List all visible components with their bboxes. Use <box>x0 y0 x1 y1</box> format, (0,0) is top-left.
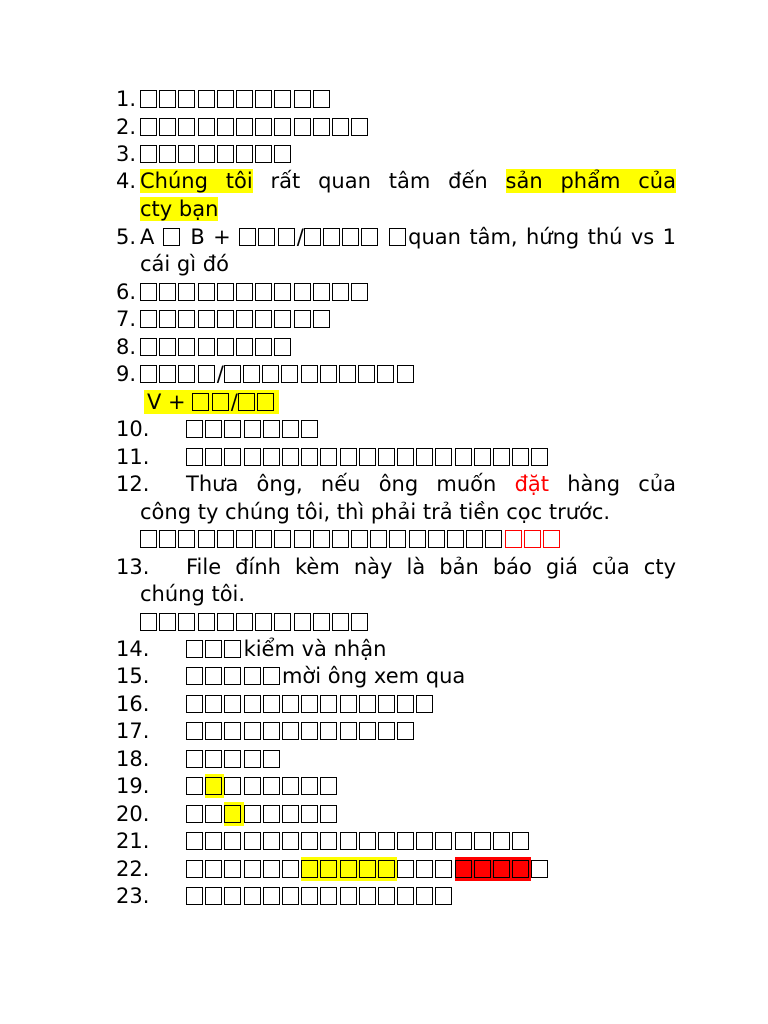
item-number: 14. <box>116 637 150 661</box>
item-number: 18. <box>116 747 150 771</box>
item-text <box>140 279 370 306</box>
cjk-text <box>140 335 294 359</box>
item-number: 16. <box>116 692 150 716</box>
grammar-pattern <box>144 389 279 416</box>
cjk-text <box>186 857 301 881</box>
red-cjk-text <box>505 527 563 551</box>
cjk-text <box>140 87 332 111</box>
translation-line <box>140 526 562 553</box>
item-text <box>186 828 531 855</box>
list-item <box>116 168 676 195</box>
item-text <box>140 224 676 251</box>
highlighted-text: sản phẩm của <box>505 169 676 193</box>
item-text-part: hàng của <box>549 472 676 496</box>
cjk-text <box>140 115 370 139</box>
item-text <box>140 114 370 141</box>
cjk-text <box>186 802 224 826</box>
item-text <box>186 471 676 498</box>
mixed-text: V + / <box>147 390 276 414</box>
red-text: đặt <box>514 472 549 496</box>
item-number: 11. <box>116 445 150 469</box>
cjk-text <box>186 774 205 798</box>
cjk-text <box>140 280 370 304</box>
highlighted-text: Chúng tôi <box>140 169 253 193</box>
item-text <box>186 691 435 718</box>
item-text-part: Thưa ông, nếu ông muốn <box>186 472 515 496</box>
item-number: 22. <box>116 857 150 881</box>
item-number: 20. <box>116 802 150 826</box>
highlighted-cjk-text <box>224 802 243 826</box>
item-number: 13. <box>116 555 150 579</box>
cjk-text <box>186 445 551 469</box>
item-number: 19. <box>116 774 150 798</box>
list-item-continuation <box>140 196 218 223</box>
highlighted-cjk-text <box>205 774 224 798</box>
list-item <box>116 471 676 498</box>
item-number: 1. <box>116 87 137 111</box>
item-text <box>186 746 282 773</box>
mixed-text: mời ông xem qua <box>186 664 465 688</box>
list-item <box>116 554 676 581</box>
cjk-text <box>140 142 294 166</box>
item-text <box>186 663 465 690</box>
item-number: 6. <box>116 280 137 304</box>
item-number: 23. <box>116 884 150 908</box>
item-text <box>140 334 294 361</box>
mixed-text: A B + / quan tâm, hứng thú vs 1 <box>140 225 676 249</box>
item-text <box>186 883 455 910</box>
mixed-text: kiểm và nhận <box>186 637 386 661</box>
item-number: 3. <box>116 142 137 166</box>
item-text <box>140 306 332 333</box>
cjk-text <box>140 610 370 634</box>
list-item <box>116 224 676 251</box>
item-text <box>186 416 320 443</box>
item-text <box>186 636 386 663</box>
item-number: 17. <box>116 719 150 743</box>
cjk-text <box>186 747 282 771</box>
highlighted-text <box>144 390 279 414</box>
item-text <box>186 444 551 471</box>
list-item-continuation: chúng tôi. <box>140 582 246 606</box>
cjk-text <box>531 857 550 881</box>
item-text <box>186 718 416 745</box>
item-number: 8. <box>116 335 137 359</box>
item-number: 10. <box>116 417 150 441</box>
red-highlighted-cjk-text <box>455 857 532 881</box>
item-text <box>186 773 340 800</box>
item-text <box>140 168 676 195</box>
cjk-text <box>186 829 531 853</box>
item-number: 15. <box>116 664 150 688</box>
item-text-part: rất quan tâm đến <box>252 169 506 193</box>
item-number: 5. <box>116 225 137 249</box>
cjk-text <box>186 417 320 441</box>
translation-line <box>140 609 370 636</box>
list-item-continuation: cái gì đó <box>140 252 229 276</box>
item-number: 12. <box>116 472 150 496</box>
highlighted-text: cty bạn <box>140 197 219 221</box>
cjk-text <box>186 884 455 908</box>
cjk-text <box>186 692 435 716</box>
item-text <box>140 86 332 113</box>
item-text <box>186 856 551 883</box>
item-number: 7. <box>116 307 137 331</box>
item-number: 2. <box>116 115 137 139</box>
cjk-text <box>224 774 339 798</box>
item-text <box>140 141 294 168</box>
cjk-text <box>244 802 340 826</box>
cjk-text <box>186 719 416 743</box>
item-number: 21. <box>116 829 150 853</box>
cjk-text <box>140 527 505 551</box>
mixed-text: / <box>140 362 416 386</box>
item-number: 4. <box>116 169 137 193</box>
highlighted-cjk-text <box>301 857 397 881</box>
list-item-continuation: công ty chúng tôi, thì phải trả tiền cọc trước. <box>140 500 611 524</box>
cjk-text <box>397 857 455 881</box>
cjk-text <box>140 307 332 331</box>
item-number: 9. <box>116 362 137 386</box>
item-text: File đính kèm này là bản báo giá của cty <box>186 555 676 579</box>
item-text <box>186 801 340 828</box>
item-text <box>140 361 416 388</box>
